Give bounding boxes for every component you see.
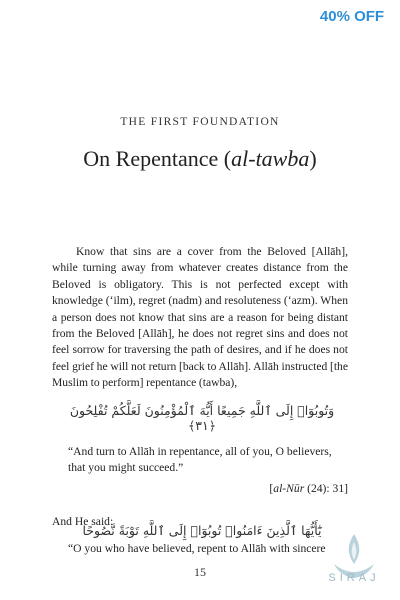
verse-translation-1: “And turn to Allāh in repentance, all of you, O believers, that you might succeed.” <box>68 445 332 474</box>
verse-citation-1 <box>269 482 348 495</box>
arabic-verse-1: وَتُوبُوٓا۟ إِلَى ٱللَّهِ جَمِيعًا أَيُّهَ ٱلْمُؤْمِنُونَ لَعَلَّكُمْ تُفْلِحُونَ ﴿٣١﴾ <box>69 403 335 433</box>
chapter-title-italic: al-tawba <box>231 146 310 171</box>
page-number: 15 <box>194 565 206 579</box>
body-paragraph: Know that sins are a cover from the Beloved [Allāh], while turning away from whatever creates distance from the Beloved is obligatory. This is not perfected except with knowledge (‘ilm), regret (nadm) and resoluteness (‘azm). When a person does not know that sins are a reason for being distant from the Beloved [Allāh], he does not regret sins and does not feel sorrow for traversing the path of desires, and if he does not feel grief he will not return [back to Allāh]. Allāh instructed [the Muslim to perform] repentance (tawba), <box>52 245 348 390</box>
and-he-said-line: And He said: <box>52 515 114 528</box>
siraj-logo-text: SIRAJ <box>328 572 380 584</box>
chapter-title-main: On Repentance ( <box>83 146 232 171</box>
citation-ref: (24): 31] <box>304 482 348 495</box>
discount-label: 40% OFF <box>319 7 385 25</box>
citation-surah: al-Nūr <box>273 482 305 495</box>
section-label: THE FIRST FOUNDATION <box>120 116 280 128</box>
siraj-lamp-logo-icon <box>318 530 390 594</box>
discount-badge <box>304 0 400 32</box>
chapter-title-close: ) <box>309 146 317 171</box>
citation-open: [ <box>269 482 274 495</box>
arabic-verse-2: يَٰٓأَيُّهَا ٱلَّذِينَ ءَامَنُوا۟ تُوبُوٓا۟ إِلَى ٱللَّهِ تَوْبَةً نَّصُوحًا <box>82 523 322 538</box>
chapter-title <box>0 146 400 172</box>
verse-translation-2: “O you who have believed, repent to Allāh with sincere <box>68 542 326 555</box>
